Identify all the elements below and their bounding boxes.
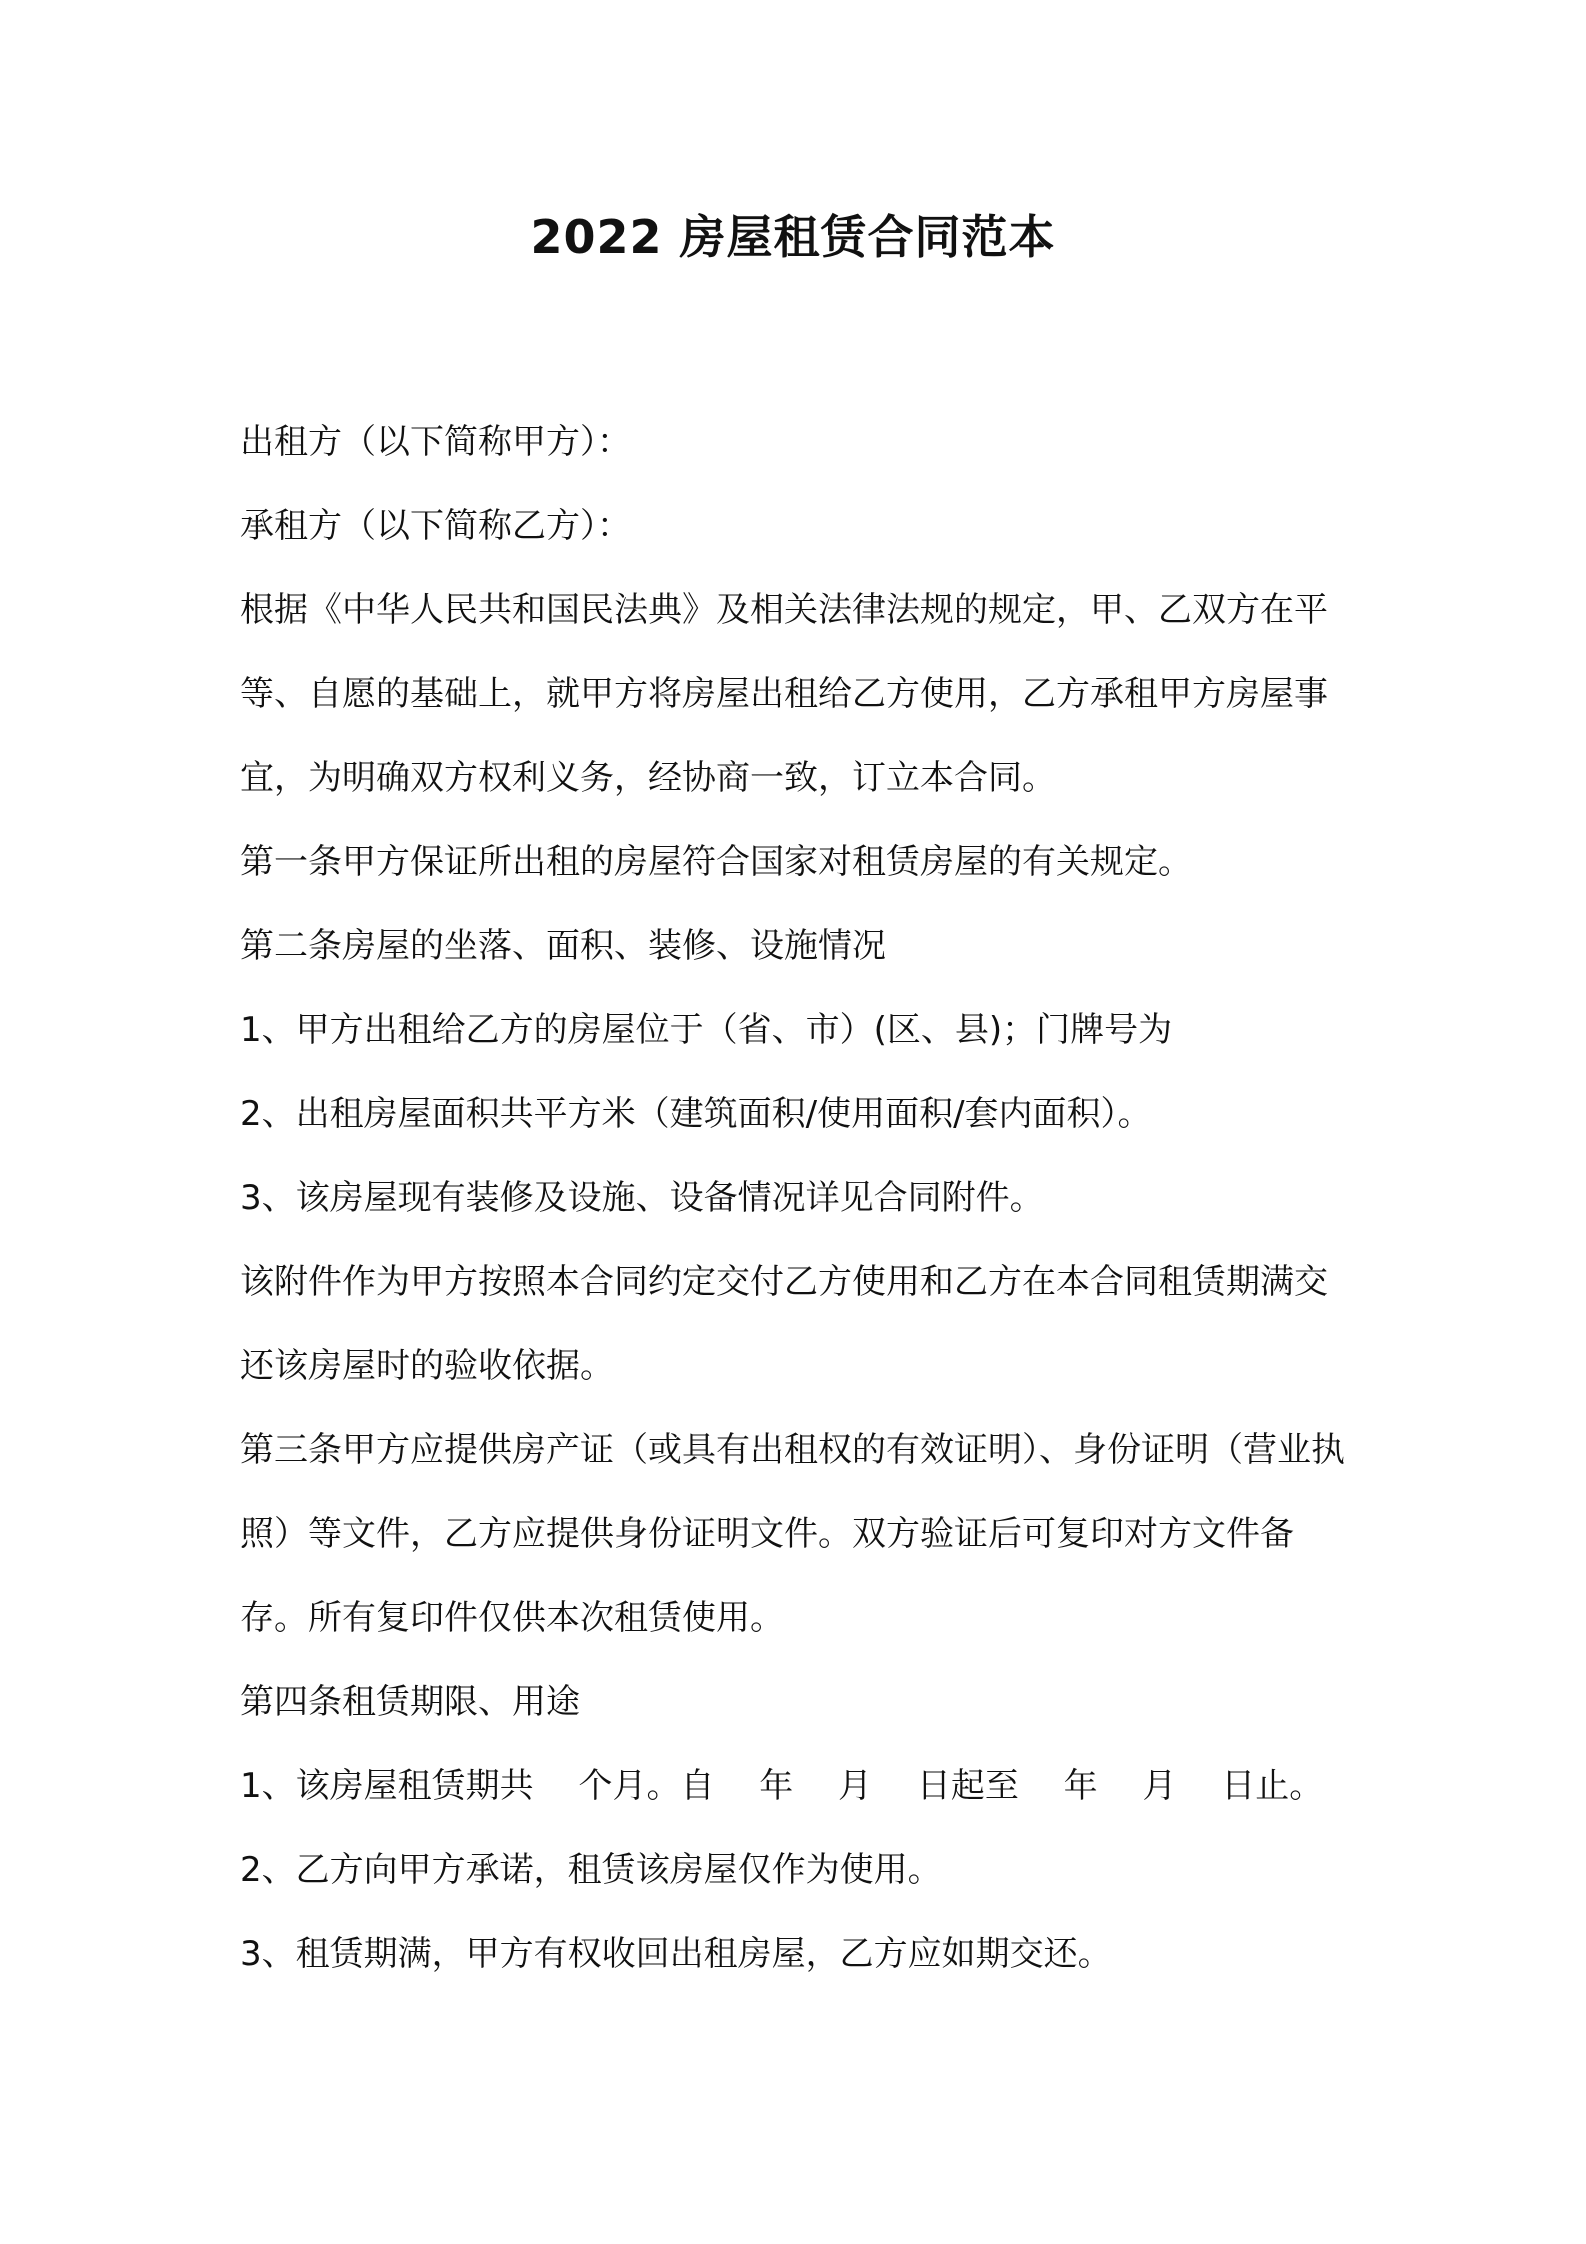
- party-a-line: 出租方（以下简称甲方）：: [240, 422, 631, 462]
- document-body: [240, 400, 1355, 1996]
- article-4-item-1: 1、该房屋租赁期共 个月。自 年 月 日起至 年 月 日止。: [240, 1766, 1324, 1806]
- article-2-item-3: 3、该房屋现有装修及设施、设备情况详见合同附件。: [240, 1178, 1044, 1218]
- document-title: 2022 房屋租赁合同范本: [530, 210, 1056, 264]
- party-b-line: 承租方（以下简称乙方）：: [240, 506, 631, 546]
- article-3: 第三条甲方应提供房产证（或具有出租权的有效证明）、身份证明（营业执照）等文件，乙方应提供身份证明文件。双方验证后可复印对方文件备存。所有复印件仅供本次租赁使用。: [240, 1430, 1345, 1638]
- article-2-heading: 第二条房屋的坐落、面积、装修、设施情况: [240, 926, 886, 966]
- article-2-item-1: 1、甲方出租给乙方的房屋位于（省、市）(区、县)；门牌号为: [240, 1010, 1173, 1050]
- article-4-heading: 第四条租赁期限、用途: [240, 1682, 580, 1722]
- article-4-item-2: 2、乙方向甲方承诺，租赁该房屋仅作为使用。: [240, 1850, 942, 1890]
- preamble-paragraph: 根据《中华人民共和国民法典》及相关法律法规的规定，甲、乙双方在平等、自愿的基础上，就甲方将房屋出租给乙方使用，乙方承租甲方房屋事宜，为明确双方权利义务，经协商一致，订立本合同。: [240, 590, 1328, 798]
- article-2-item-2: 2、出租房屋面积共平方米（建筑面积/使用面积/套内面积）。: [240, 1094, 1152, 1134]
- article-4-item-3: 3、租赁期满，甲方有权收回出租房屋，乙方应如期交还。: [240, 1934, 1112, 1974]
- attachment-note: 该附件作为甲方按照本合同约定交付乙方使用和乙方在本合同租赁期满交还该房屋时的验收依据。: [240, 1262, 1328, 1386]
- article-1: 第一条甲方保证所出租的房屋符合国家对租赁房屋的有关规定。: [240, 842, 1192, 882]
